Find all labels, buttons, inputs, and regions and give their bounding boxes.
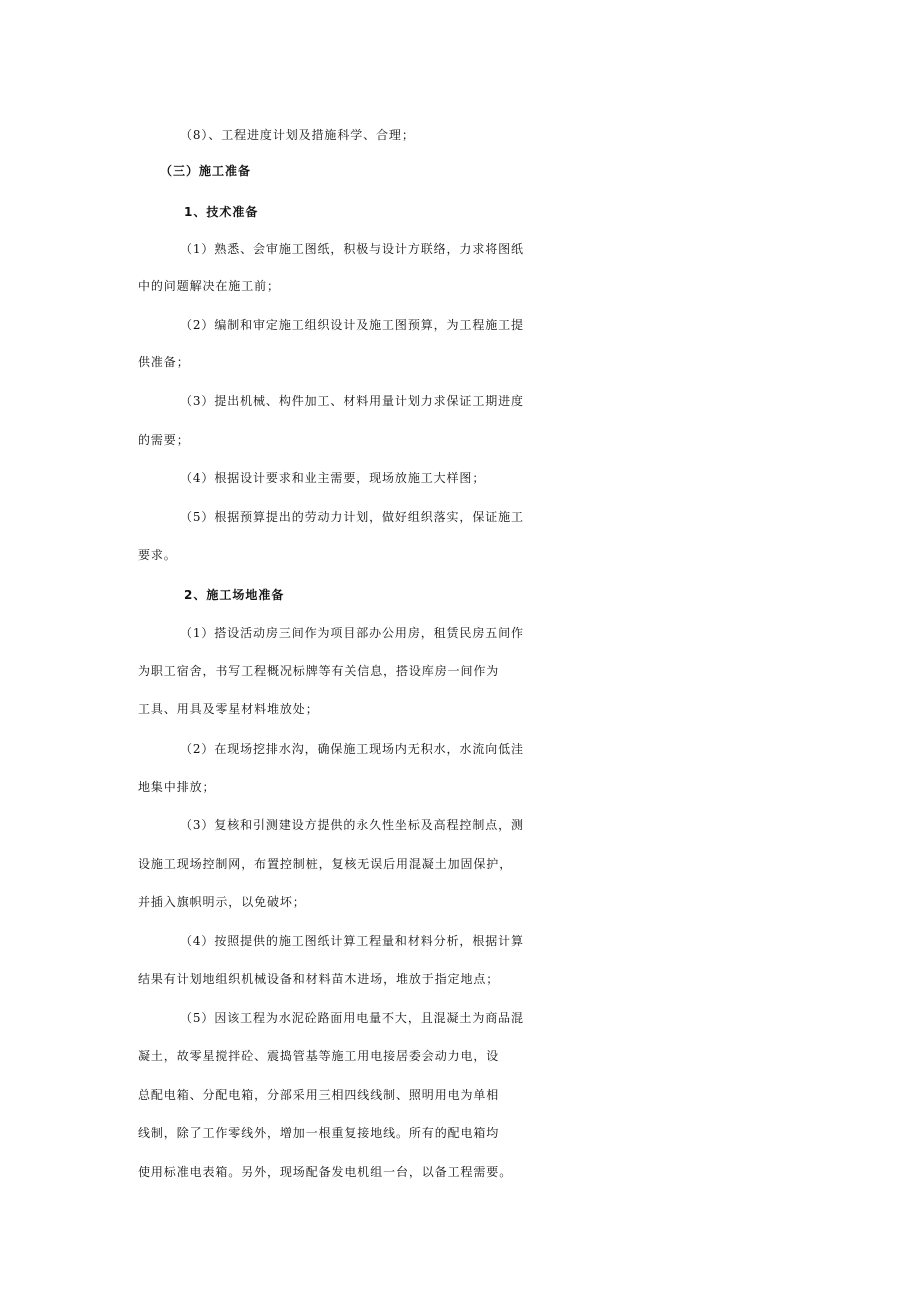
site-item-5-line-4: 线制，除了工作零线外，增加一根重复接地线。所有的配电箱均 (138, 1126, 500, 1140)
tech-item-2-line-1: （2）编制和审定施工组织设计及施工图预算，为工程施工提 (180, 318, 524, 332)
subsection-heading-1: 1、技术准备 (184, 205, 259, 219)
tech-item-2-line-2: 供准备； (138, 355, 190, 369)
site-item-2-line-2: 地集中排放； (138, 780, 216, 794)
site-item-5-line-1: （5）因该工程为水泥砼路面用电量不大，且混凝土为商品混 (180, 1011, 524, 1025)
site-item-1-line-3: 工具、用具及零星材料堆放处； (138, 702, 319, 716)
site-item-5-line-3: 总配电箱、分配电箱，分部采用三相四线线制、照明用电为单相 (138, 1088, 500, 1102)
tech-item-1-line-2: 中的问题解决在施工前； (138, 279, 280, 293)
site-item-5-line-5: 使用标准电表箱。另外，现场配备发电机组一台，以备工程需要。 (138, 1165, 513, 1179)
tech-item-3-line-1: （3）提出机械、构件加工、材料用量计划力求保证工期进度 (180, 394, 524, 408)
site-item-2-line-1: （2）在现场挖排水沟，确保施工现场内无积水，水流向低洼 (180, 742, 524, 756)
tech-item-5-line-1: （5）根据预算提出的劳动力计划，做好组织落实，保证施工 (180, 510, 524, 524)
tech-item-4: （4）根据设计要求和业主需要，现场放施工大样图； (180, 471, 486, 485)
site-item-1-line-2: 为职工宿舍，书写工程概况标牌等有关信息，搭设库房一间作为 (138, 664, 500, 678)
site-item-3-line-1: （3）复核和引测建设方提供的永久性坐标及高程控制点，测 (180, 818, 524, 832)
site-item-4-line-1: （4）按照提供的施工图纸计算工程量和材料分析，根据计算 (180, 934, 524, 948)
tech-item-5-line-2: 要求。 (138, 548, 177, 562)
paragraph-item-8: （8）、工程进度计划及措施科学、合理； (180, 128, 415, 142)
site-item-4-line-2: 结果有计划地组织机械设备和材料苗木进场，堆放于指定地点； (138, 972, 500, 986)
site-item-5-line-2: 凝土，故零星搅拌砼、震捣管基等施工用电接居委会动力电，设 (138, 1049, 500, 1063)
tech-item-1-line-1: （1）熟悉、会审施工图纸，积极与设计方联络，力求将图纸 (180, 242, 524, 256)
subsection-heading-2: 2、施工场地准备 (184, 588, 285, 602)
tech-item-3-line-2: 的需要； (138, 433, 190, 447)
site-item-3-line-3: 并插入旗帜明示，以免破坏； (138, 895, 306, 909)
site-item-1-line-1: （1）搭设活动房三间作为项目部办公用房，租赁民房五间作 (180, 626, 524, 640)
site-item-3-line-2: 设施工现场控制网，布置控制桩，复核无误后用混凝土加固保护， (138, 857, 513, 871)
section-heading-3: （三）施工准备 (160, 164, 252, 178)
